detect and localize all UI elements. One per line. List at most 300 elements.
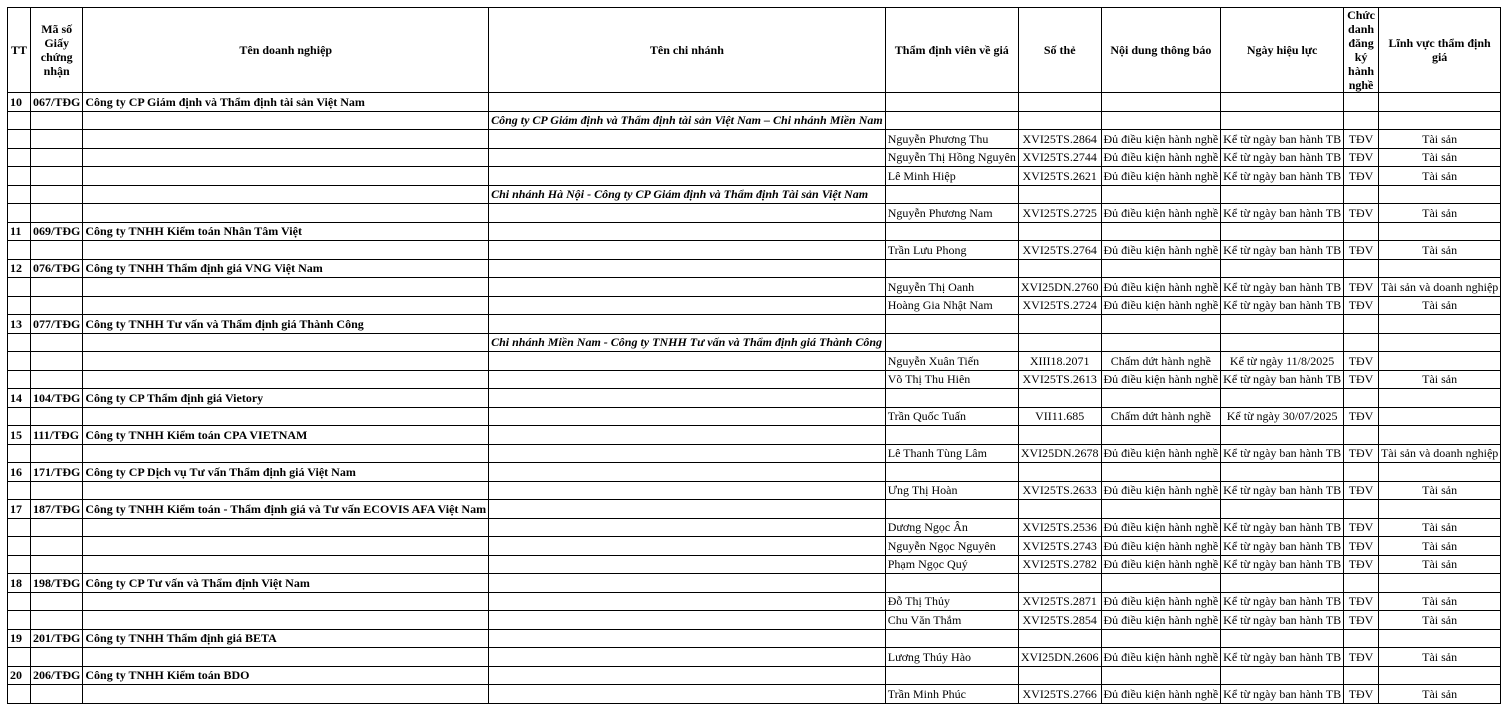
empty-cell (83, 592, 489, 611)
empty-cell (83, 648, 489, 667)
row-number: 14 (8, 389, 31, 408)
appraiser-row (8, 352, 1501, 371)
empty-cell (489, 222, 886, 241)
row-number: 10 (8, 93, 31, 112)
empty-cell (83, 407, 489, 426)
empty-cell (31, 333, 83, 352)
appraisal-field: Tài sản (1378, 167, 1500, 186)
empty-cell (1101, 426, 1221, 445)
empty-cell (1221, 111, 1344, 130)
empty-cell (8, 518, 31, 537)
certificate-code: 198/TĐG (31, 574, 83, 593)
appraiser-name: Nguyễn Xuân Tiến (885, 352, 1018, 371)
registered-title: TĐV (1344, 296, 1379, 315)
empty-cell (1221, 315, 1344, 334)
empty-cell (1221, 463, 1344, 482)
empty-cell (1378, 574, 1500, 593)
empty-cell (885, 259, 1018, 278)
empty-cell (1378, 111, 1500, 130)
empty-cell (489, 167, 886, 186)
effective-date: Kể từ ngày ban hành TB (1221, 296, 1344, 315)
appraisal-field (1378, 352, 1500, 371)
empty-cell (885, 185, 1018, 204)
empty-cell (885, 389, 1018, 408)
empty-cell (1101, 111, 1221, 130)
notice-content: Đủ điều kiện hành nghề (1101, 444, 1221, 463)
empty-cell (1378, 463, 1500, 482)
effective-date: Kể từ ngày ban hành TB (1221, 611, 1344, 630)
card-number: XVI25TS.2764 (1018, 241, 1101, 260)
appraiser-row (8, 555, 1501, 574)
empty-cell (1221, 500, 1344, 519)
empty-cell (1344, 185, 1379, 204)
company-row (8, 666, 1501, 685)
row-number: 17 (8, 500, 31, 519)
registered-title: TĐV (1344, 352, 1379, 371)
empty-cell (83, 278, 489, 297)
empty-cell (1344, 333, 1379, 352)
empty-cell (489, 389, 886, 408)
empty-cell (1344, 93, 1379, 112)
notice-content: Đủ điều kiện hành nghề (1101, 148, 1221, 167)
appraisal-field: Tài sản (1378, 148, 1500, 167)
registered-title: TĐV (1344, 481, 1379, 500)
appraisal-field: Tài sản (1378, 130, 1500, 149)
appraiser-name: Nguyễn Thị Hồng Nguyên (885, 148, 1018, 167)
empty-cell (489, 592, 886, 611)
certificate-code: 076/TĐG (31, 259, 83, 278)
registered-title: TĐV (1344, 148, 1379, 167)
empty-cell (8, 333, 31, 352)
empty-cell (1344, 222, 1379, 241)
empty-cell (489, 296, 886, 315)
empty-cell (489, 426, 886, 445)
empty-cell (8, 352, 31, 371)
empty-cell (885, 315, 1018, 334)
branch-row (8, 111, 1501, 130)
appraiser-row (8, 167, 1501, 186)
appraisal-field: Tài sản (1378, 555, 1500, 574)
header-appraiser: Thẩm định viên về giá (885, 8, 1018, 93)
empty-cell (8, 278, 31, 297)
empty-cell (1221, 426, 1344, 445)
card-number: XVI25TS.2633 (1018, 481, 1101, 500)
empty-cell (31, 444, 83, 463)
card-number: XVI25TS.2744 (1018, 148, 1101, 167)
empty-cell (489, 463, 886, 482)
branch-name: Chi nhánh Miền Nam - Công ty TNHH Tư vấn và Thẩm định giá Thành Công (489, 333, 886, 352)
empty-cell (8, 241, 31, 260)
empty-cell (1018, 629, 1101, 648)
empty-cell (489, 241, 886, 260)
card-number: XVI25DN.2606 (1018, 648, 1101, 667)
row-number: 18 (8, 574, 31, 593)
card-number: XIII18.2071 (1018, 352, 1101, 371)
empty-cell (885, 93, 1018, 112)
empty-cell (1221, 574, 1344, 593)
empty-cell (489, 666, 886, 685)
registered-title: TĐV (1344, 685, 1379, 704)
notice-content: Đủ điều kiện hành nghề (1101, 518, 1221, 537)
empty-cell (1101, 629, 1221, 648)
empty-cell (885, 666, 1018, 685)
empty-cell (1378, 222, 1500, 241)
appraisal-field: Tài sản (1378, 518, 1500, 537)
empty-cell (489, 500, 886, 519)
empty-cell (83, 555, 489, 574)
empty-cell (31, 241, 83, 260)
empty-cell (1101, 222, 1221, 241)
certificate-code: 111/TĐG (31, 426, 83, 445)
empty-cell (8, 111, 31, 130)
empty-cell (1221, 222, 1344, 241)
appraiser-row (8, 407, 1501, 426)
table-body (8, 93, 1501, 704)
empty-cell (31, 278, 83, 297)
empty-cell (83, 185, 489, 204)
effective-date: Kể từ ngày ban hành TB (1221, 648, 1344, 667)
notice-content: Chấm dứt hành nghề (1101, 352, 1221, 371)
card-number: XVI25DN.2678 (1018, 444, 1101, 463)
empty-cell (31, 537, 83, 556)
registered-title: TĐV (1344, 167, 1379, 186)
card-number: XVI25TS.2782 (1018, 555, 1101, 574)
empty-cell (1378, 333, 1500, 352)
appraisal-field: Tài sản và doanh nghiệp (1378, 278, 1500, 297)
company-row (8, 629, 1501, 648)
registered-title: TĐV (1344, 648, 1379, 667)
empty-cell (1221, 93, 1344, 112)
appraiser-row (8, 592, 1501, 611)
empty-cell (1344, 389, 1379, 408)
empty-cell (8, 167, 31, 186)
empty-cell (1378, 389, 1500, 408)
header-branch-name: Tên chi nhánh (489, 8, 886, 93)
card-number: XVI25TS.2613 (1018, 370, 1101, 389)
empty-cell (489, 611, 886, 630)
empty-cell (489, 148, 886, 167)
empty-cell (31, 352, 83, 371)
effective-date: Kể từ ngày ban hành TB (1221, 241, 1344, 260)
empty-cell (83, 130, 489, 149)
certificate-code: 077/TĐG (31, 315, 83, 334)
header-company-name: Tên doanh nghiệp (83, 8, 489, 93)
appraiser-row (8, 241, 1501, 260)
empty-cell (83, 370, 489, 389)
empty-cell (83, 481, 489, 500)
branch-row (8, 333, 1501, 352)
empty-cell (489, 370, 886, 389)
registered-title: TĐV (1344, 518, 1379, 537)
empty-cell (1344, 500, 1379, 519)
empty-cell (489, 204, 886, 223)
empty-cell (885, 222, 1018, 241)
header-row (8, 8, 1501, 93)
card-number: XVI25TS.2536 (1018, 518, 1101, 537)
appraisal-field: Tài sản (1378, 592, 1500, 611)
empty-cell (8, 537, 31, 556)
certificate-code: 171/TĐG (31, 463, 83, 482)
empty-cell (489, 574, 886, 593)
header-card-number: Số thẻ (1018, 8, 1101, 93)
empty-cell (885, 333, 1018, 352)
empty-cell (83, 148, 489, 167)
certificate-code: 067/TĐG (31, 93, 83, 112)
certificate-code: 069/TĐG (31, 222, 83, 241)
empty-cell (83, 444, 489, 463)
empty-cell (1101, 500, 1221, 519)
notice-content: Đủ điều kiện hành nghề (1101, 241, 1221, 260)
empty-cell (489, 648, 886, 667)
appraiser-name: Trần Quốc Tuấn (885, 407, 1018, 426)
appraiser-row (8, 130, 1501, 149)
registered-title: TĐV (1344, 444, 1379, 463)
empty-cell (1221, 389, 1344, 408)
empty-cell (83, 685, 489, 704)
appraisal-field: Tài sản (1378, 481, 1500, 500)
empty-cell (8, 370, 31, 389)
company-name: Công ty CP Tư vấn và Thẩm định Việt Nam (83, 574, 489, 593)
card-number: XVI25TS.2766 (1018, 685, 1101, 704)
header-tt: TT (8, 8, 31, 93)
empty-cell (8, 296, 31, 315)
appraiser-name: Ưng Thị Hoàn (885, 481, 1018, 500)
empty-cell (31, 407, 83, 426)
appraiser-row (8, 204, 1501, 223)
empty-cell (1018, 315, 1101, 334)
header-certificate-code: Mã số Giấy chứng nhận (31, 8, 83, 93)
header-effective-date: Ngày hiệu lực (1221, 8, 1344, 93)
empty-cell (31, 130, 83, 149)
notice-content: Đủ điều kiện hành nghề (1101, 278, 1221, 297)
empty-cell (1378, 259, 1500, 278)
certificate-code: 206/TĐG (31, 666, 83, 685)
row-number: 12 (8, 259, 31, 278)
empty-cell (31, 296, 83, 315)
appraiser-name: Lương Thúy Hào (885, 648, 1018, 667)
empty-cell (8, 592, 31, 611)
appraisal-field: Tài sản và doanh nghiệp (1378, 444, 1500, 463)
notice-content: Đủ điều kiện hành nghề (1101, 611, 1221, 630)
empty-cell (1344, 426, 1379, 445)
empty-cell (31, 611, 83, 630)
card-number: XVI25DN.2760 (1018, 278, 1101, 297)
row-number: 16 (8, 463, 31, 482)
empty-cell (8, 481, 31, 500)
effective-date: Kể từ ngày ban hành TB (1221, 278, 1344, 297)
empty-cell (1101, 389, 1221, 408)
empty-cell (8, 204, 31, 223)
appraiser-row (8, 518, 1501, 537)
empty-cell (83, 296, 489, 315)
appraiser-name: Dương Ngọc Ân (885, 518, 1018, 537)
company-name: Công ty TNHH Thẩm định giá BETA (83, 629, 489, 648)
appraiser-row (8, 148, 1501, 167)
empty-cell (31, 555, 83, 574)
appraiser-name: Trần Minh Phúc (885, 685, 1018, 704)
certificate-code: 187/TĐG (31, 500, 83, 519)
company-row (8, 500, 1501, 519)
certificate-code: 104/TĐG (31, 389, 83, 408)
empty-cell (83, 352, 489, 371)
empty-cell (1344, 259, 1379, 278)
empty-cell (8, 444, 31, 463)
empty-cell (31, 592, 83, 611)
empty-cell (489, 407, 886, 426)
empty-cell (1378, 426, 1500, 445)
empty-cell (31, 481, 83, 500)
notice-content: Đủ điều kiện hành nghề (1101, 296, 1221, 315)
company-name: Công ty TNHH Kiểm toán Nhân Tâm Việt (83, 222, 489, 241)
empty-cell (1101, 463, 1221, 482)
empty-cell (1018, 574, 1101, 593)
empty-cell (1344, 111, 1379, 130)
registered-title: TĐV (1344, 407, 1379, 426)
registered-title: TĐV (1344, 370, 1379, 389)
effective-date: Kể từ ngày ban hành TB (1221, 370, 1344, 389)
row-number: 20 (8, 666, 31, 685)
empty-cell (31, 148, 83, 167)
empty-cell (31, 648, 83, 667)
card-number: XVI25TS.2725 (1018, 204, 1101, 223)
effective-date: Kể từ ngày ban hành TB (1221, 592, 1344, 611)
registered-title: TĐV (1344, 130, 1379, 149)
empty-cell (1018, 259, 1101, 278)
empty-cell (83, 537, 489, 556)
appraiser-name: Chu Văn Thắm (885, 611, 1018, 630)
appraiser-name: Lê Minh Hiệp (885, 167, 1018, 186)
empty-cell (489, 93, 886, 112)
empty-cell (1221, 185, 1344, 204)
appraiser-row (8, 537, 1501, 556)
empty-cell (489, 518, 886, 537)
company-name: Công ty TNHH Kiểm toán BDO (83, 666, 489, 685)
card-number: XVI25TS.2621 (1018, 167, 1101, 186)
empty-cell (31, 111, 83, 130)
company-name: Công ty TNHH Kiểm toán CPA VIETNAM (83, 426, 489, 445)
company-name: Công ty TNHH Kiểm toán - Thẩm định giá và Tư vấn ECOVIS AFA Việt Nam (83, 500, 489, 519)
branch-name: Công ty CP Giám định và Thẩm định tài sản Việt Nam – Chi nhánh Miền Nam (489, 111, 886, 130)
empty-cell (489, 259, 886, 278)
effective-date: Kể từ ngày ban hành TB (1221, 167, 1344, 186)
company-name: Công ty TNHH Tư vấn và Thẩm định giá Thành Công (83, 315, 489, 334)
empty-cell (489, 555, 886, 574)
empty-cell (8, 555, 31, 574)
appraiser-name: Hoàng Gia Nhật Nam (885, 296, 1018, 315)
appraiser-row (8, 685, 1501, 704)
effective-date: Kể từ ngày ban hành TB (1221, 130, 1344, 149)
empty-cell (489, 352, 886, 371)
empty-cell (1101, 574, 1221, 593)
company-row (8, 463, 1501, 482)
empty-cell (885, 463, 1018, 482)
empty-cell (8, 611, 31, 630)
empty-cell (489, 315, 886, 334)
appraiser-row (8, 444, 1501, 463)
notice-content: Đủ điều kiện hành nghề (1101, 481, 1221, 500)
appraisal-field: Tài sản (1378, 648, 1500, 667)
empty-cell (83, 611, 489, 630)
registered-title: TĐV (1344, 278, 1379, 297)
effective-date: Kể từ ngày 11/8/2025 (1221, 352, 1344, 371)
empty-cell (83, 167, 489, 186)
card-number: XVI25TS.2854 (1018, 611, 1101, 630)
empty-cell (489, 685, 886, 704)
appraiser-row (8, 296, 1501, 315)
appraiser-notice-table (7, 7, 1501, 704)
empty-cell (489, 444, 886, 463)
company-name: Công ty CP Giám định và Thẩm định tài sản Việt Nam (83, 93, 489, 112)
empty-cell (31, 370, 83, 389)
company-row (8, 222, 1501, 241)
empty-cell (1018, 222, 1101, 241)
appraisal-field: Tài sản (1378, 204, 1500, 223)
appraisal-field: Tài sản (1378, 611, 1500, 630)
empty-cell (1018, 463, 1101, 482)
card-number: XVI25TS.2871 (1018, 592, 1101, 611)
empty-cell (1018, 111, 1101, 130)
empty-cell (31, 204, 83, 223)
appraiser-row (8, 278, 1501, 297)
effective-date: Kể từ ngày ban hành TB (1221, 481, 1344, 500)
empty-cell (489, 278, 886, 297)
registered-title: TĐV (1344, 592, 1379, 611)
empty-cell (489, 537, 886, 556)
empty-cell (1018, 666, 1101, 685)
empty-cell (31, 518, 83, 537)
appraiser-row (8, 611, 1501, 630)
empty-cell (1378, 629, 1500, 648)
empty-cell (8, 648, 31, 667)
header-appraisal-field: Lĩnh vực thẩm định giá (1378, 8, 1500, 93)
empty-cell (1378, 666, 1500, 685)
notice-content: Đủ điều kiện hành nghề (1101, 592, 1221, 611)
appraisal-field: Tài sản (1378, 296, 1500, 315)
registered-title: TĐV (1344, 241, 1379, 260)
row-number: 19 (8, 629, 31, 648)
appraisal-field: Tài sản (1378, 370, 1500, 389)
empty-cell (885, 574, 1018, 593)
registered-title: TĐV (1344, 611, 1379, 630)
company-row (8, 389, 1501, 408)
row-number: 13 (8, 315, 31, 334)
empty-cell (489, 130, 886, 149)
empty-cell (1018, 389, 1101, 408)
registered-title: TĐV (1344, 204, 1379, 223)
appraiser-name: Phạm Ngọc Quý (885, 555, 1018, 574)
empty-cell (1018, 333, 1101, 352)
empty-cell (1101, 315, 1221, 334)
empty-cell (31, 685, 83, 704)
card-number: XVI25TS.2864 (1018, 130, 1101, 149)
empty-cell (1101, 666, 1221, 685)
row-number: 11 (8, 222, 31, 241)
notice-content: Đủ điều kiện hành nghề (1101, 130, 1221, 149)
appraiser-name: Trần Lưu Phong (885, 241, 1018, 260)
empty-cell (83, 518, 489, 537)
effective-date: Kể từ ngày ban hành TB (1221, 444, 1344, 463)
card-number: VII11.685 (1018, 407, 1101, 426)
appraisal-field: Tài sản (1378, 241, 1500, 260)
row-number: 15 (8, 426, 31, 445)
empty-cell (885, 111, 1018, 130)
card-number: XVI25TS.2743 (1018, 537, 1101, 556)
empty-cell (1378, 500, 1500, 519)
appraiser-name: Nguyễn Ngọc Nguyên (885, 537, 1018, 556)
empty-cell (83, 241, 489, 260)
branch-name: Chi nhánh Hà Nội - Công ty CP Giám định và Thẩm định Tài sản Việt Nam (489, 185, 886, 204)
empty-cell (83, 333, 489, 352)
